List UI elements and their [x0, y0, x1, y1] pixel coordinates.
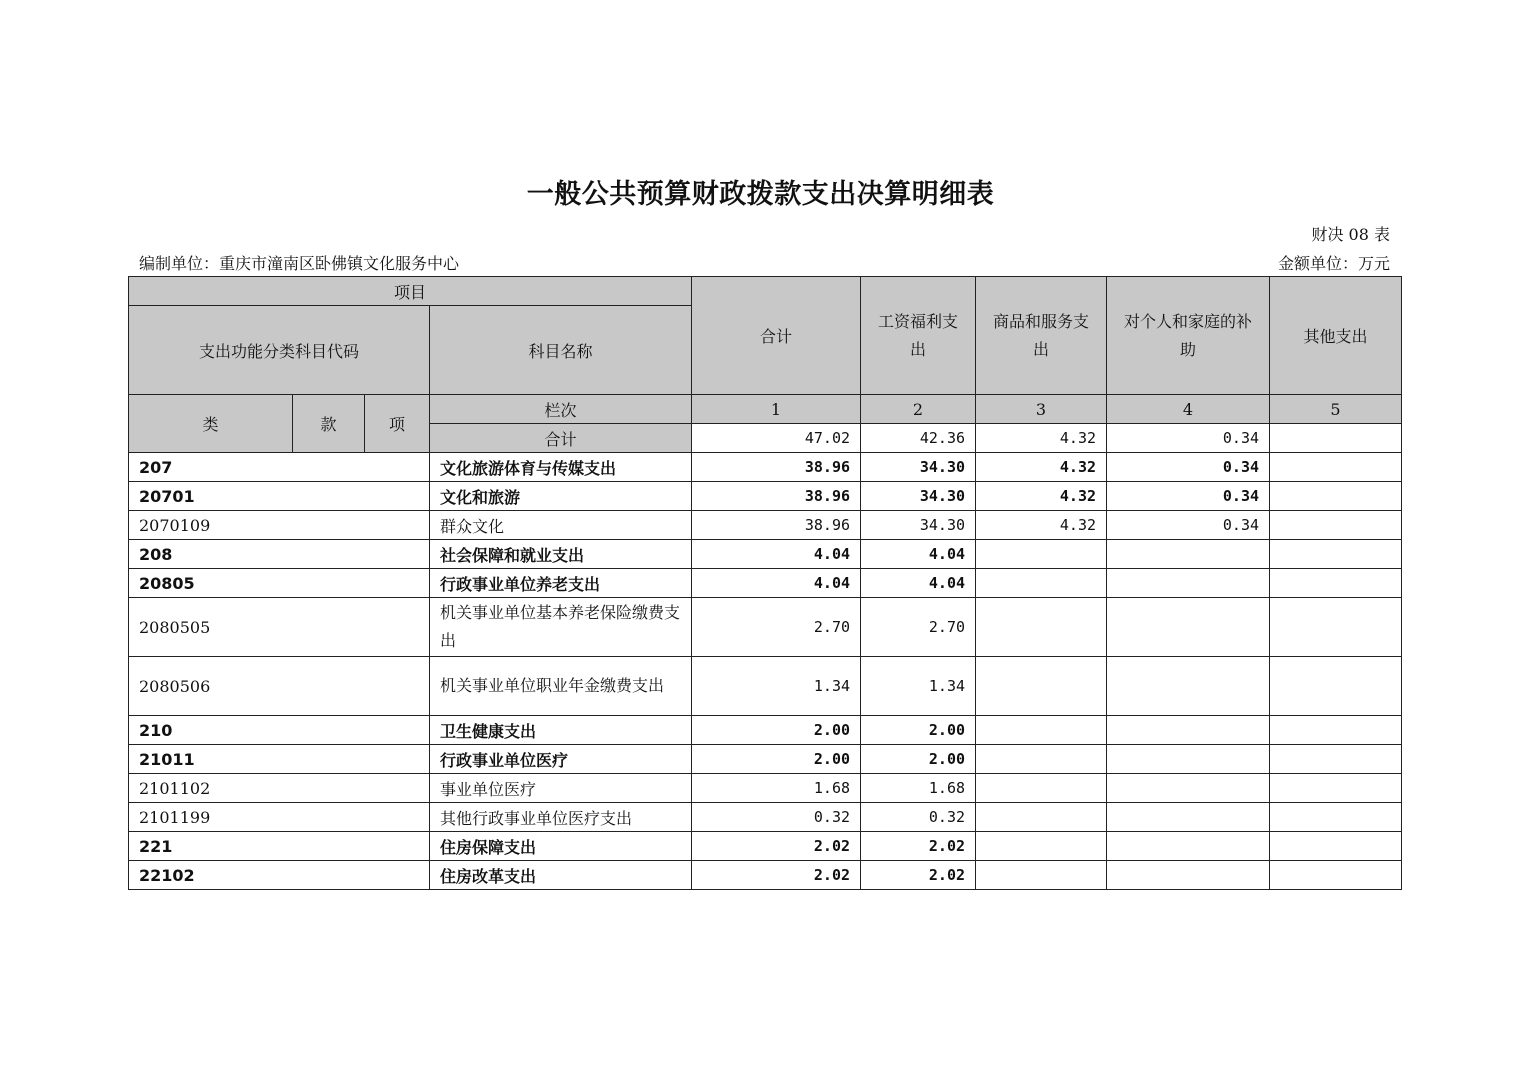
row-code: 21011 — [129, 745, 430, 774]
row-total: 38.96 — [692, 482, 861, 511]
compile-unit: 编制单位：重庆市潼南区卧佛镇文化服务中心 — [139, 254, 460, 273]
lanci-label: 栏次 — [430, 395, 692, 424]
totals-subsidy: 0.34 — [1107, 424, 1270, 453]
goods-header: 商品和服务支出 — [976, 277, 1107, 395]
row-subsidy — [1107, 832, 1270, 861]
row-total: 2.02 — [692, 861, 861, 890]
row-goods — [976, 832, 1107, 861]
row-other — [1270, 745, 1402, 774]
totals-salary: 42.36 — [861, 424, 976, 453]
row-total: 4.04 — [692, 540, 861, 569]
row-total: 38.96 — [692, 453, 861, 482]
row-code: 208 — [129, 540, 430, 569]
row-other — [1270, 861, 1402, 890]
salary-header: 工资福利支出 — [861, 277, 976, 395]
row-salary: 4.04 — [861, 569, 976, 598]
col-num-5: 5 — [1270, 395, 1402, 424]
row-code: 2070109 — [129, 511, 430, 540]
table-row — [129, 803, 1402, 832]
row-subsidy — [1107, 774, 1270, 803]
header-row-project — [129, 277, 1402, 306]
row-goods — [976, 803, 1107, 832]
row-salary: 34.30 — [861, 453, 976, 482]
row-goods — [976, 569, 1107, 598]
row-subsidy — [1107, 716, 1270, 745]
totals-total: 47.02 — [692, 424, 861, 453]
row-code: 2080505 — [129, 598, 430, 657]
row-name: 机关事业单位基本养老保险缴费支出 — [430, 598, 692, 657]
row-salary: 2.02 — [861, 832, 976, 861]
row-salary: 2.70 — [861, 598, 976, 657]
row-goods — [976, 745, 1107, 774]
name-header: 科目名称 — [430, 306, 692, 395]
row-subsidy — [1107, 657, 1270, 716]
row-goods — [976, 861, 1107, 890]
totals-goods: 4.32 — [976, 424, 1107, 453]
row-goods: 4.32 — [976, 453, 1107, 482]
row-name: 其他行政事业单位医疗支出 — [430, 803, 692, 832]
row-name: 卫生健康支出 — [430, 716, 692, 745]
row-subsidy — [1107, 598, 1270, 657]
table-row — [129, 832, 1402, 861]
row-code: 207 — [129, 453, 430, 482]
row-name: 文化旅游体育与传媒支出 — [430, 453, 692, 482]
row-other — [1270, 540, 1402, 569]
table-row — [129, 540, 1402, 569]
table-row — [129, 657, 1402, 716]
row-other — [1270, 453, 1402, 482]
table-row — [129, 745, 1402, 774]
table-row — [129, 453, 1402, 482]
row-name: 社会保障和就业支出 — [430, 540, 692, 569]
row-goods — [976, 657, 1107, 716]
col-num-2: 2 — [861, 395, 976, 424]
row-other — [1270, 832, 1402, 861]
row-salary: 34.30 — [861, 511, 976, 540]
header-row-lanci — [129, 395, 1402, 424]
row-salary: 1.34 — [861, 657, 976, 716]
row-subsidy — [1107, 540, 1270, 569]
table-row — [129, 511, 1402, 540]
subsidy-header: 对个人和家庭的补助 — [1107, 277, 1270, 395]
table-row — [129, 482, 1402, 511]
row-total: 38.96 — [692, 511, 861, 540]
row-salary: 34.30 — [861, 482, 976, 511]
table-row — [129, 861, 1402, 890]
row-goods — [976, 774, 1107, 803]
table-row — [129, 774, 1402, 803]
row-other — [1270, 774, 1402, 803]
row-name: 住房保障支出 — [430, 832, 692, 861]
row-goods: 4.32 — [976, 482, 1107, 511]
row-goods: 4.32 — [976, 511, 1107, 540]
row-subsidy: 0.34 — [1107, 482, 1270, 511]
row-name: 住房改革支出 — [430, 861, 692, 890]
row-subsidy: 0.34 — [1107, 511, 1270, 540]
row-total: 2.00 — [692, 716, 861, 745]
row-total: 0.32 — [692, 803, 861, 832]
row-name: 群众文化 — [430, 511, 692, 540]
totals-other — [1270, 424, 1402, 453]
row-total: 2.70 — [692, 598, 861, 657]
row-code: 2101102 — [129, 774, 430, 803]
row-subsidy — [1107, 745, 1270, 774]
row-name: 事业单位医疗 — [430, 774, 692, 803]
lei-header: 类 — [129, 395, 293, 453]
table-row — [129, 598, 1402, 657]
row-subsidy — [1107, 569, 1270, 598]
row-code: 210 — [129, 716, 430, 745]
row-total: 2.02 — [692, 832, 861, 861]
table-row — [129, 569, 1402, 598]
row-goods — [976, 598, 1107, 657]
total-header: 合计 — [692, 277, 861, 395]
row-salary: 0.32 — [861, 803, 976, 832]
table-row — [129, 716, 1402, 745]
row-salary: 4.04 — [861, 540, 976, 569]
project-header: 项目 — [129, 277, 692, 306]
kuan-header: 款 — [293, 395, 365, 453]
row-subsidy: 0.34 — [1107, 453, 1270, 482]
col-num-1: 1 — [692, 395, 861, 424]
expenditure-table — [128, 276, 1402, 890]
form-number: 财决 08 表 — [1311, 225, 1390, 244]
code-header: 支出功能分类科目代码 — [129, 306, 430, 395]
totals-label: 合计 — [430, 424, 692, 453]
row-code: 22102 — [129, 861, 430, 890]
col-num-3: 3 — [976, 395, 1107, 424]
row-name: 机关事业单位职业年金缴费支出 — [430, 657, 692, 716]
row-code: 221 — [129, 832, 430, 861]
amount-unit: 金额单位：万元 — [1277, 254, 1390, 273]
row-salary: 2.02 — [861, 861, 976, 890]
xiang-header: 项 — [365, 395, 430, 453]
row-subsidy — [1107, 803, 1270, 832]
row-total: 4.04 — [692, 569, 861, 598]
page-title: 一般公共预算财政拨款支出决算明细表 — [526, 179, 995, 210]
row-other — [1270, 511, 1402, 540]
row-other — [1270, 803, 1402, 832]
row-subsidy — [1107, 861, 1270, 890]
row-salary: 1.68 — [861, 774, 976, 803]
row-other — [1270, 569, 1402, 598]
row-goods — [976, 540, 1107, 569]
row-total: 1.34 — [692, 657, 861, 716]
other-header: 其他支出 — [1270, 277, 1402, 395]
row-name: 行政事业单位医疗 — [430, 745, 692, 774]
row-other — [1270, 716, 1402, 745]
row-name: 行政事业单位养老支出 — [430, 569, 692, 598]
row-other — [1270, 598, 1402, 657]
col-num-4: 4 — [1107, 395, 1270, 424]
row-code: 20805 — [129, 569, 430, 598]
row-code: 2080506 — [129, 657, 430, 716]
row-salary: 2.00 — [861, 716, 976, 745]
row-code: 20701 — [129, 482, 430, 511]
row-salary: 2.00 — [861, 745, 976, 774]
row-total: 2.00 — [692, 745, 861, 774]
row-total: 1.68 — [692, 774, 861, 803]
row-goods — [976, 716, 1107, 745]
row-code: 2101199 — [129, 803, 430, 832]
row-other — [1270, 657, 1402, 716]
row-other — [1270, 482, 1402, 511]
row-name: 文化和旅游 — [430, 482, 692, 511]
